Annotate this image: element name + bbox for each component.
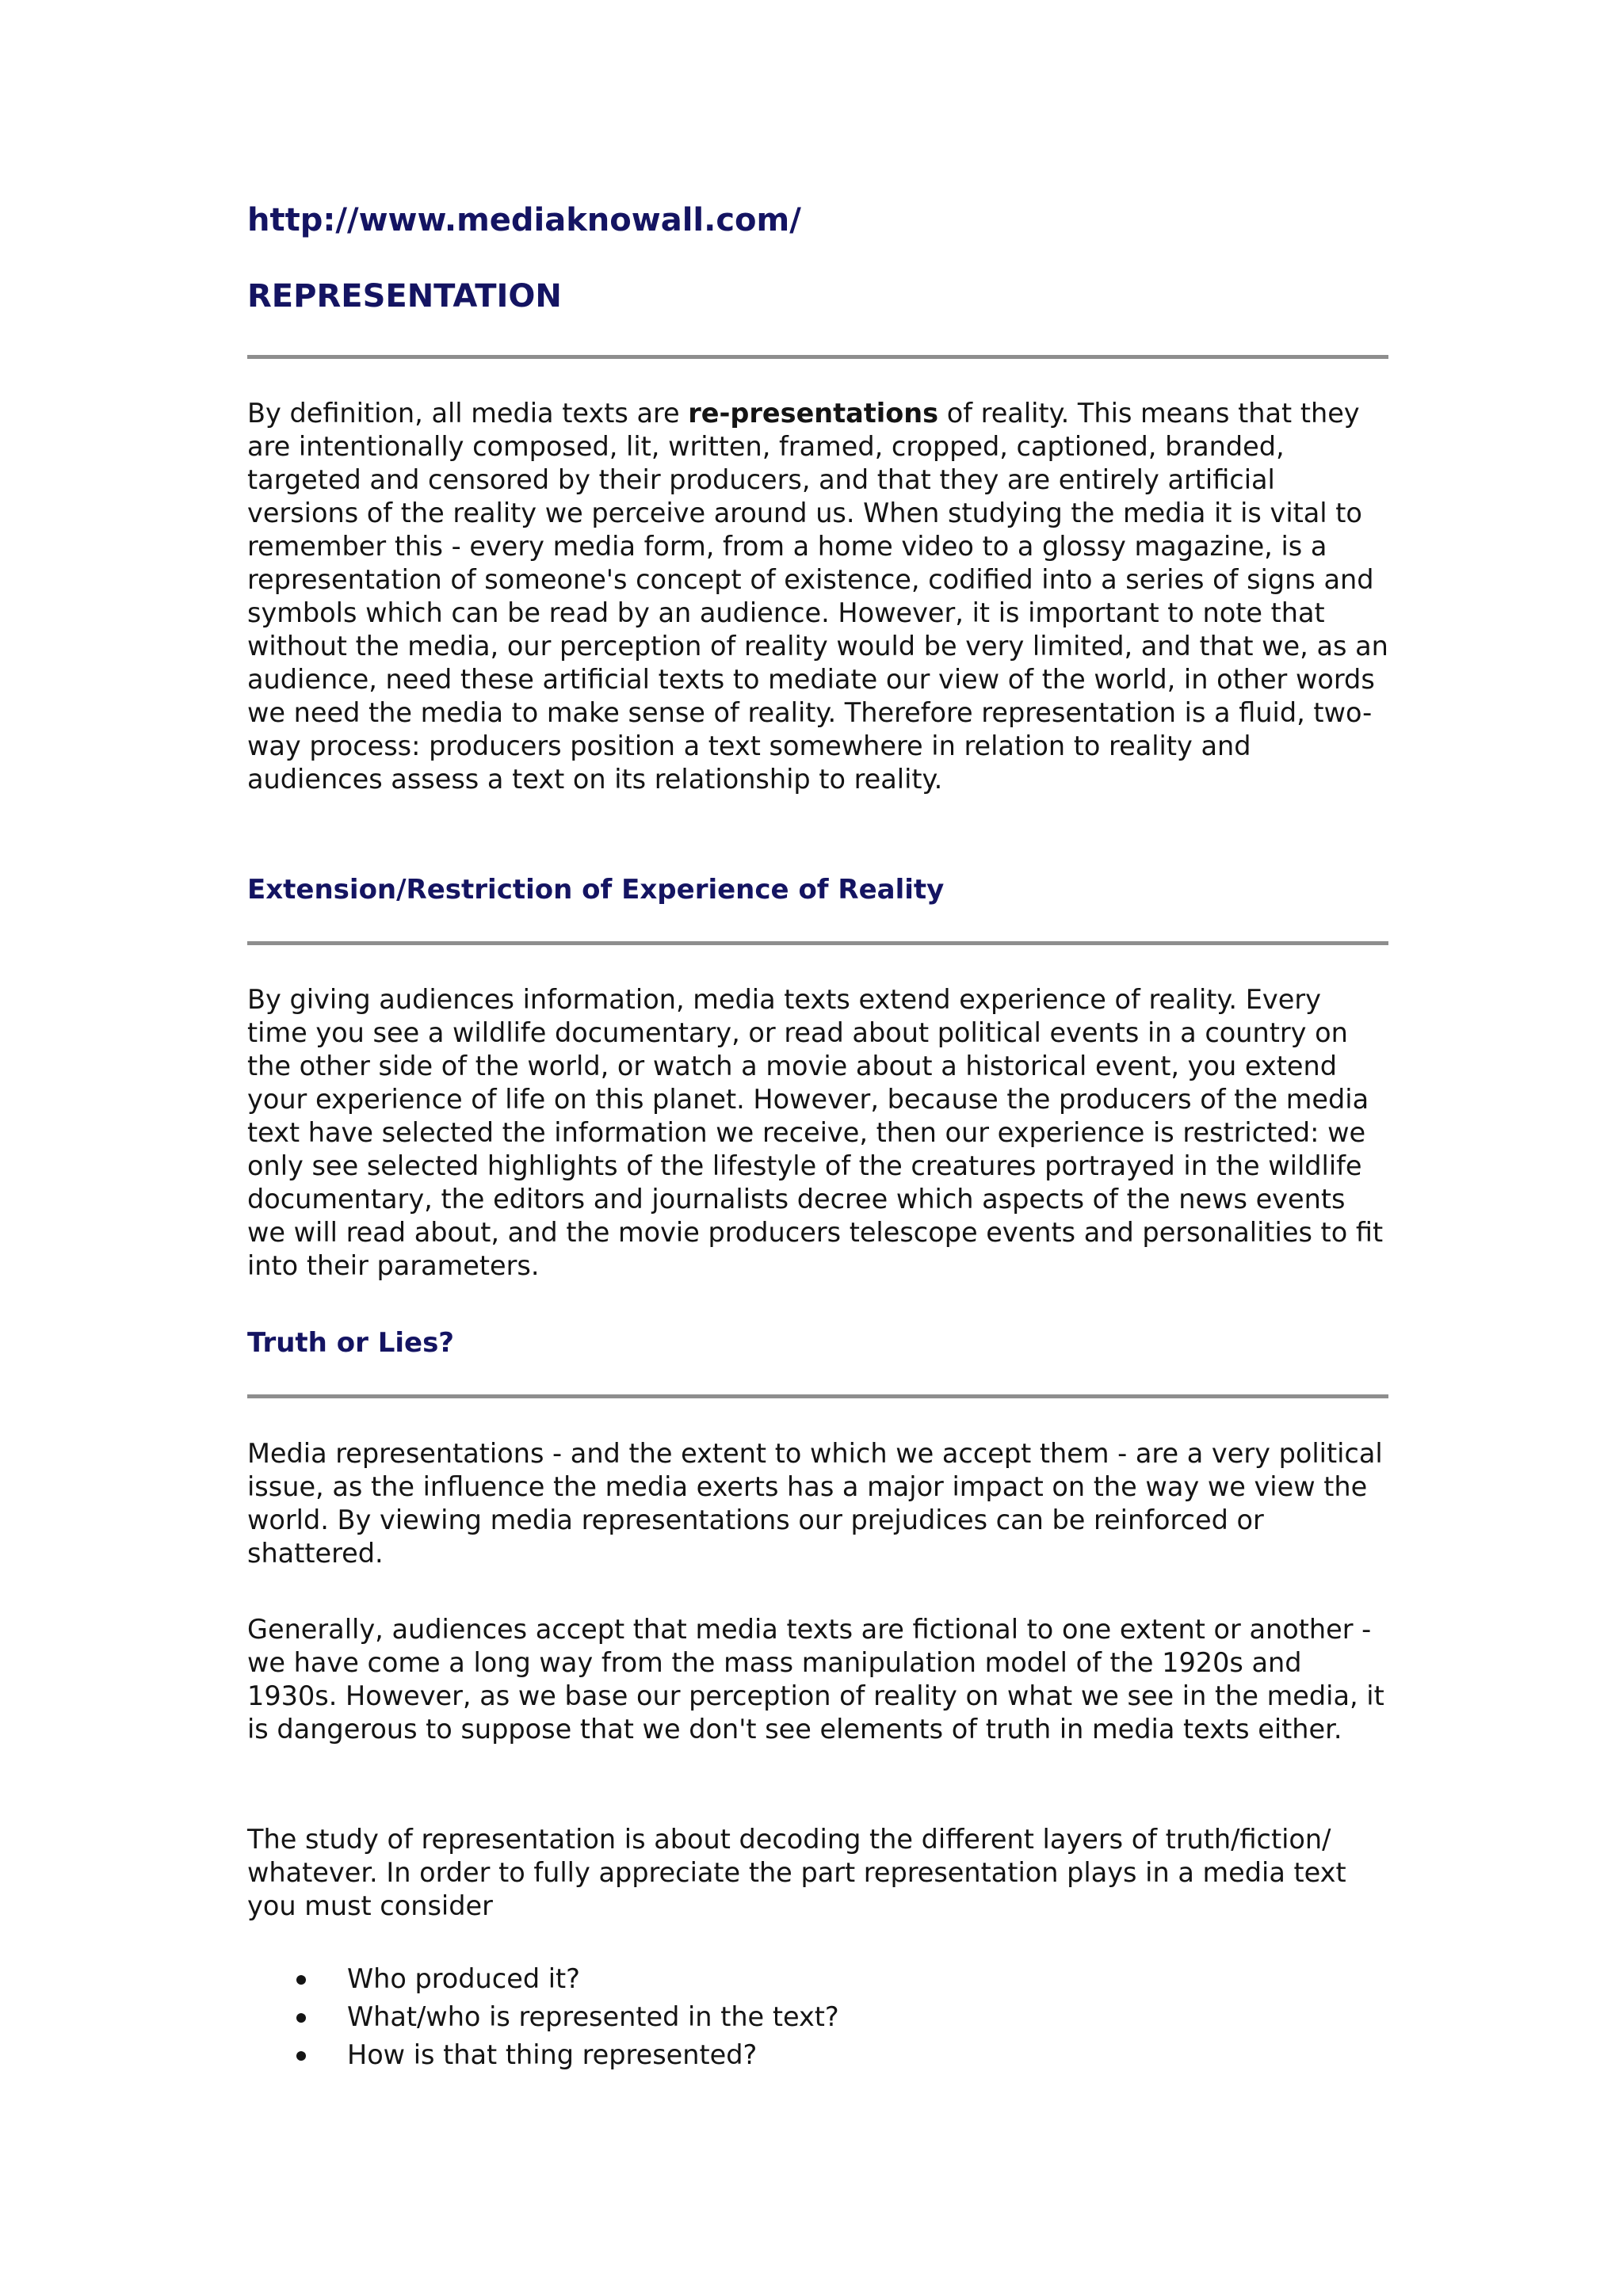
bullet-icon <box>296 2051 306 2061</box>
section-heading-extension: Extension/Restriction of Experience of Reality <box>247 874 945 906</box>
extension-paragraph: By giving audiences information, media texts extend experience of reality. Every time you see a wildlife documentary, or read about political events in a country on the other side of the world, or watch a movie about a historical event, you extend your experience of life on this planet. However, because the producers of the media text have selected the information we receive, then our experience is restricted: we only see selected highlights of the lifestyle of the creatures portrayed in the wildlife documentary, the editors and journalists decree which aspects of the news events we will read about, and the movie producers telescope events and personalities to fit into their parameters. <box>247 984 1384 1281</box>
divider-rule <box>247 941 1388 945</box>
page-title: REPRESENTATION <box>247 278 562 315</box>
intro-paragraph <box>247 397 1388 796</box>
site-url[interactable]: http://www.mediaknowall.com/ <box>247 202 801 238</box>
section-heading-truth: Truth or Lies? <box>247 1327 455 1359</box>
bullet-icon <box>296 1975 306 1985</box>
consider-list <box>247 1960 839 2074</box>
list-item <box>247 1998 839 2036</box>
truth-paragraph-3: The study of representation is about decoding the different layers of truth/fiction/ whatever. In order to fully appreciate the part representation plays in a media text you must consider <box>247 1824 1346 1921</box>
list-item <box>247 1960 839 1998</box>
divider-rule <box>247 355 1388 359</box>
list-item <box>247 2036 839 2074</box>
bullet-icon <box>296 2013 306 2023</box>
truth-paragraph-1: Media representations - and the extent to which we accept them - are a very political issue, as the influence the media exerts has a major impact on the way we view the world. By viewing media representations our prejudices can be reinforced or shattered. <box>247 1438 1383 1569</box>
intro-text-rest: of reality. This means that they are intentionally composed, lit, written, framed, cropped, captioned, branded, targeted and censored by their producers, and that they are entirely artificial versions of the reality we perceive around us. When studying the media it is vital to remember this - every media form, from a home video to a glossy magazine, is a representation of someone's concept of existence, codified into a series of signs and symbols which can be read by an audience. However, it is important to note that without the media, our perception of reality would be very limited, and that we, as an audience, need these artificial texts to mediate our view of the world, in other words we need the media to make sense of reality. Therefore representation is a fluid, two-way process: producers position a text somewhere in relation to reality and audiences assess a text on its relationship to reality. <box>247 398 1388 795</box>
list-item-text: Who produced it? <box>347 1963 580 1994</box>
list-item-text: What/who is represented in the text? <box>347 2001 839 2032</box>
intro-bold-term: re-presentations <box>688 398 939 429</box>
divider-rule <box>247 1394 1388 1398</box>
intro-text-start: By definition, all media texts are <box>247 398 689 429</box>
list-item-text: How is that thing represented? <box>347 2039 758 2070</box>
truth-paragraph-2: Generally, audiences accept that media texts are fictional to one extent or another - we have come a long way from the mass manipulation model of the 1920s and 1930s. However, as we base our perception of reality on what we see in the media, it is dangerous to suppose that we don't see elements of truth in media texts either. <box>247 1614 1384 1745</box>
